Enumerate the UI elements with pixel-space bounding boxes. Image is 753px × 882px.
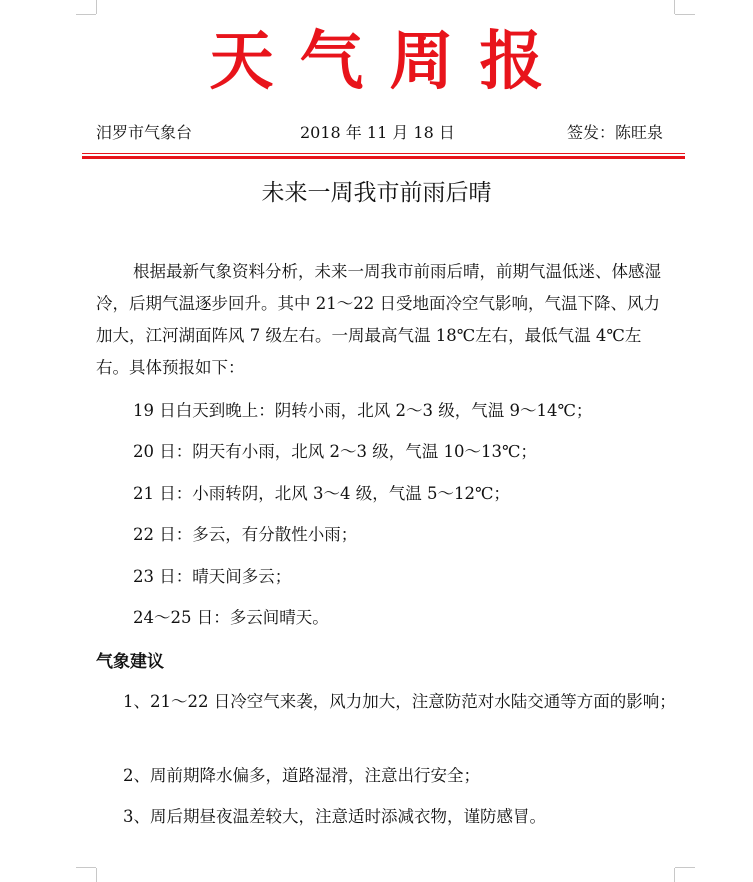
crop-mark-top-left-v <box>96 0 97 14</box>
issue-date: 2018 年 11 月 18 日 <box>300 123 455 142</box>
crop-mark-top-left-h <box>76 14 96 15</box>
forecast-line: 23 日：晴天间多云； <box>133 567 292 586</box>
header-rule-thick <box>82 156 685 159</box>
forecast-line: 24～25 日：多云间晴天。 <box>133 608 329 627</box>
masthead-title <box>0 22 753 102</box>
masthead-char: 气 <box>299 25 364 99</box>
forecast-line: 22 日：多云，有分散性小雨； <box>133 525 358 544</box>
signature: 签发：陈旺泉 <box>567 123 664 142</box>
intro-paragraph: 根据最新气象资料分析，未来一周我市前雨后晴，前期气温低迷、体感湿冷，后期气温逐步回升。其中 21～22 日受地面冷空气影响，气温下降、风力加大，江河湖面阵风 7 级左右。一周最高气温 18℃左右，最低气温 4℃左右。具体预报如下： <box>96 262 661 377</box>
masthead-char: 周 <box>389 25 454 99</box>
header-rule-thin <box>82 153 685 154</box>
agency-name: 汨罗市气象台 <box>96 123 193 142</box>
forecast-line: 21 日：小雨转阴，北风 3～4 级，气温 5～12℃； <box>133 484 510 503</box>
forecast-line: 19 日白天到晚上：阴转小雨，北风 2～3 级，气温 9～14℃； <box>133 401 593 420</box>
advice-item: 1、21～22 日冷空气来袭，风力加大，注意防范对水陆交通等方面的影响； <box>123 692 676 711</box>
masthead-char: 报 <box>479 25 544 99</box>
crop-mark-top-right-v <box>674 0 675 14</box>
headline: 未来一周我市前雨后晴 <box>261 180 492 206</box>
advice-title: 气象建议 <box>96 652 164 672</box>
crop-mark-bottom-left-v <box>96 868 97 882</box>
advice-item: 3、周后期昼夜温差较大，注意适时添减衣物，谨防感冒。 <box>123 807 546 826</box>
crop-mark-top-right-h <box>675 14 695 15</box>
masthead-char: 天 <box>209 25 274 99</box>
forecast-line: 20 日：阴天有小雨，北风 2～3 级，气温 10～13℃； <box>133 442 537 461</box>
crop-mark-bottom-right-h <box>675 867 695 868</box>
crop-mark-bottom-left-h <box>76 867 96 868</box>
advice-item: 2、周前期降水偏多，道路湿滑，注意出行安全； <box>123 766 480 785</box>
crop-mark-bottom-right-v <box>674 868 675 882</box>
